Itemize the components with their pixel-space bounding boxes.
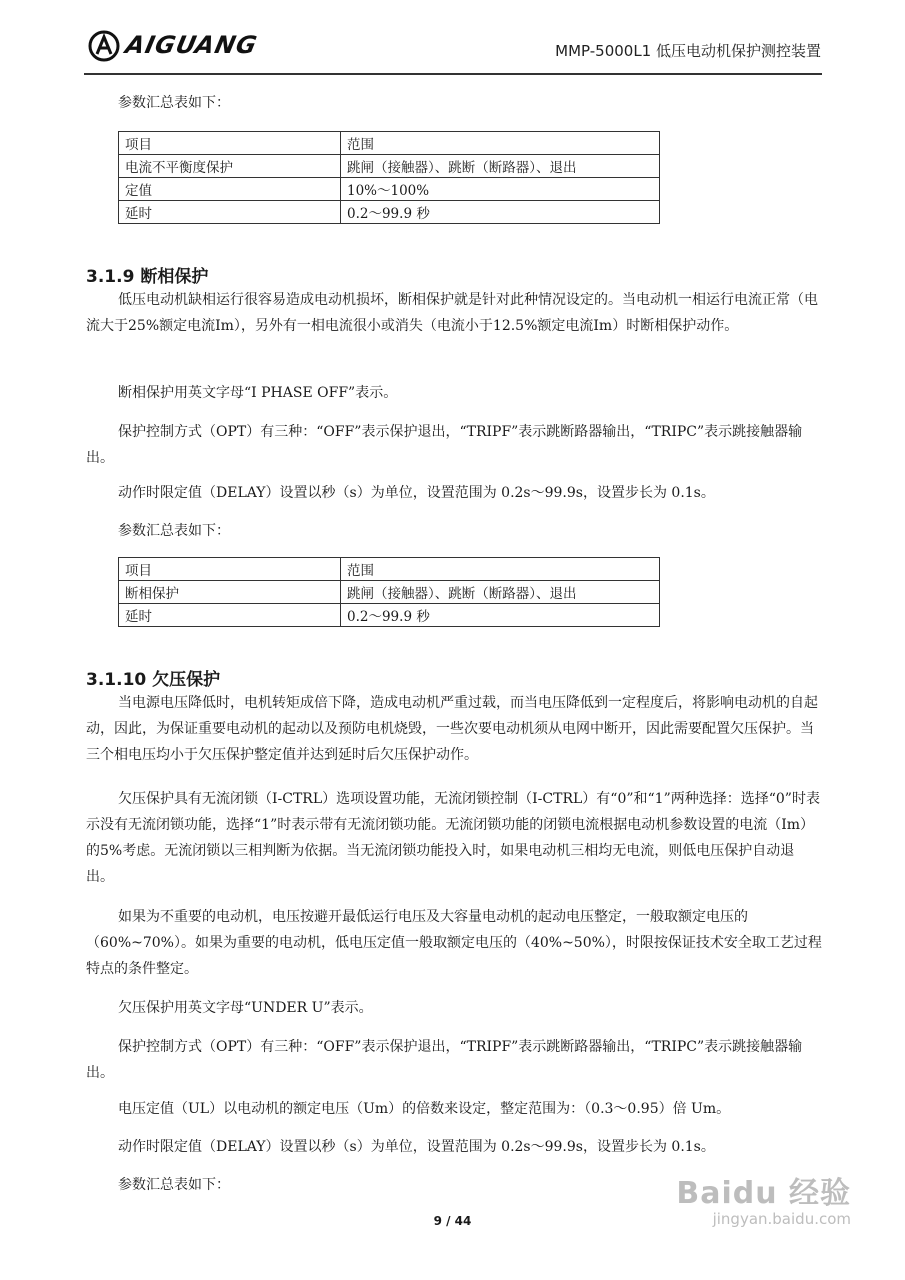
paragraph: 动作时限定值（DELAY）设置以秒（s）为单位，设置范围为 0.2s～99.9s，设置步长为 0.1s。 [118,1139,715,1155]
table-header-cell: 范围 [341,558,660,581]
table-row [119,604,660,627]
table-row [119,178,660,201]
paragraph: 当电源电压降低时，电机转矩成倍下降，造成电动机严重过载，而当电压降低到一定程度后，将影响电动机的自起动，因此，为保证重要电动机的起动以及预防电机烧毁，一些次要电动机须从电网中断开，因此需要配置欠压保护。当三个相电压均小于欠压保护整定值并达到延时后欠压保护动作。 [86,695,818,763]
table-cell: 0.2～99.9 秒 [341,604,660,627]
paragraph: 保护控制方式（OPT）有三种：“OFF”表示保护退出，“TRIPF”表示跳断路器输出，“TRIPC”表示跳接触器输出。 [86,1039,803,1081]
table-cell: 断相保护 [119,581,341,604]
table-cell: 延时 [119,201,341,224]
table-row [119,581,660,604]
table-cell: 延时 [119,604,341,627]
table-header-cell: 范围 [341,132,660,155]
table-cell: 跳闸（接触器）、跳断（断路器）、退出 [341,581,660,604]
paragraph: 如果为不重要的电动机，电压按避开最低运行电压及大容量电动机的起动电压整定，一般取额定电压的（60%~70%）。如果为重要的电动机，低电压定值一般取额定电压的（40%~50%），时限按保证技术安全取工艺过程特点的条件整定。 [86,909,822,977]
paragraph: 欠压保护用英文字母“UNDER U”表示。 [118,1000,373,1016]
brand-logo [88,30,258,64]
section-heading-3-1-10: 3.1.10 欠压保护 [86,670,221,690]
table-header-cell: 项目 [119,558,341,581]
table-cell: 定值 [119,178,341,201]
paragraph: 低压电动机缺相运行很容易造成电动机损坏，断相保护就是针对此种情况设定的。当电动机一相运行电流正常（电流大于25%额定电流Im），另外有一相电流很小或消失（电流小于12.5%额定电流Im）时断相保护动作。 [86,292,818,334]
header-divider [84,73,822,75]
paragraph: 电压定值（UL）以电动机的额定电压（Um）的倍数来设定，整定范围为：（0.3～0.95）倍 Um。 [118,1101,731,1117]
table-header-row [119,132,660,155]
watermark [676,1168,851,1228]
page-number: 9 / 44 [433,1214,472,1228]
parameter-table-1 [118,131,660,224]
summary-label-3: 参数汇总表如下： [118,1177,230,1193]
table-cell: 电流不平衡度保护 [119,155,341,178]
table-header-cell: 项目 [119,132,341,155]
table-row [119,155,660,178]
section-heading-3-1-9: 3.1.9 断相保护 [86,267,209,287]
watermark-url: jingyan.baidu.com [712,1210,851,1228]
logo-emblem-icon [88,30,120,62]
parameter-table-2 [118,557,660,627]
paragraph: 断相保护用英文字母“I PHASE OFF”表示。 [118,385,398,401]
table-cell: 10%～100% [341,178,660,201]
paragraph: 保护控制方式（OPT）有三种：“OFF”表示保护退出，“TRIPF”表示跳断路器输出，“TRIPC”表示跳接触器输出。 [86,424,803,466]
table-row [119,201,660,224]
summary-label-1: 参数汇总表如下： [118,95,230,111]
table-cell: 0.2～99.9 秒 [341,201,660,224]
watermark-main: Baidu 经验 [676,1176,851,1211]
paragraph: 欠压保护具有无流闭锁（I-CTRL）选项设置功能，无流闭锁控制（I-CTRL）有“0”和“1”两种选择：选择“0”时表示没有无流闭锁功能，选择“1”时表示带有无流闭锁功能。无流闭锁功能的闭锁电流根据电动机参数设置的电流（Im）的5%考虑。无流闭锁以三相判断为依据。当无流闭锁功能投入时，如果电动机三相均无电流，则低电压保护自动退出。 [86,791,820,885]
paragraph: 动作时限定值（DELAY）设置以秒（s）为单位，设置范围为 0.2s～99.9s，设置步长为 0.1s。 [118,485,715,501]
table-cell: 跳闸（接触器）、跳断（断路器）、退出 [341,155,660,178]
brand-name: AIGUANG [123,31,260,59]
document-title: MMP-5000L1 低压电动机保护测控装置 [555,42,821,60]
summary-label-2: 参数汇总表如下： [118,523,230,539]
table-header-row [119,558,660,581]
